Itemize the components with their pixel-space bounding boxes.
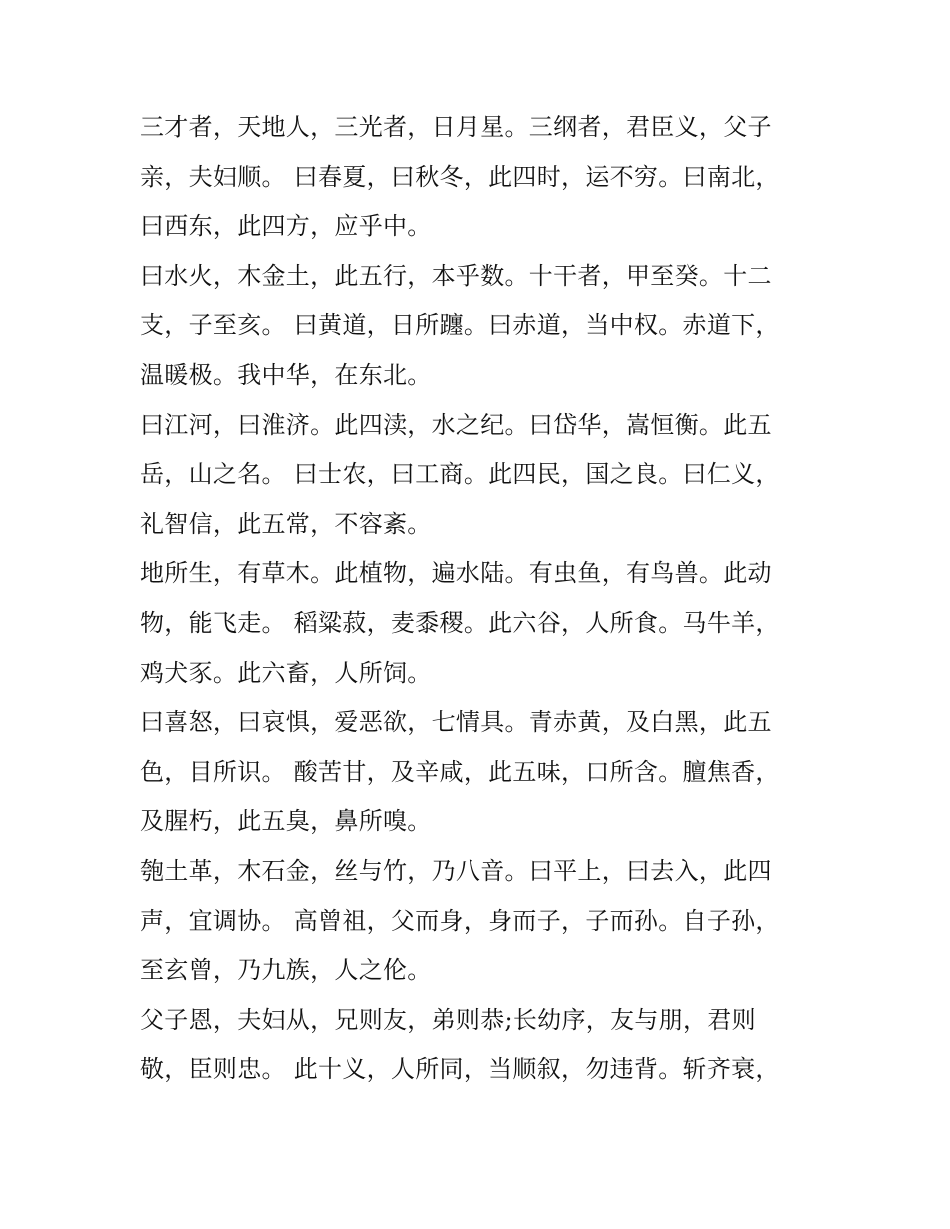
text-line: 匏土革，木石金，丝与竹，乃八音。曰平上，曰去入，此四 [140,856,772,885]
text-line: 及腥朽，此五臭，鼻所嗅。 [140,807,432,836]
text-line: 温暖极。我中华，在东北。 [140,360,432,389]
text-line: 曰喜怒，曰哀惧，爱恶欲，七情具。青赤黄，及白黑，此五 [140,708,772,737]
text-line: 曰水火，木金土，此五行，本乎数。十干者，甲至癸。十二 [140,261,772,290]
text-line: 支，子至亥。 曰黄道，日所躔。曰赤道，当中权。赤道下， [140,311,780,340]
body-text [140,108,820,1100]
text-line: 礼智信，此五常，不容紊。 [140,509,432,538]
text-line: 曰西东，此四方，应乎中。 [140,212,432,241]
text-line: 物，能飞走。 稻粱菽，麦黍稷。此六谷，人所食。马牛羊， [140,608,780,637]
text-line: 色，目所识。 酸苦甘，及辛咸，此五味，口所含。膻焦香， [140,757,780,786]
text-line: 敬，臣则忠。 此十义，人所同，当顺叙，勿违背。斩齐衰， [140,1055,780,1084]
text-line: 岳，山之名。 曰士农，曰工商。此四民，国之良。曰仁义， [140,460,780,489]
text-line: 亲，夫妇顺。 曰春夏，曰秋冬，此四时，运不穷。曰南北， [140,162,780,191]
text-line: 三才者，天地人，三光者，日月星。三纲者，君臣义，父子 [140,113,772,141]
text-line: 父子恩，夫妇从，兄则友，弟则恭;长幼序，友与朋，君则 [140,1005,756,1034]
text-line: 声，宜调协。 高曾祖，父而身，身而子，子而孙。自子孙， [140,906,780,935]
text-line: 鸡犬豕。此六畜，人所饲。 [140,658,432,687]
text-line: 至玄曾，乃九族，人之伦。 [140,956,432,985]
text-line: 地所生，有草木。此植物，遍水陆。有虫鱼，有鸟兽。此动 [140,559,772,588]
text-line: 曰江河，曰淮济。此四渎，水之纪。曰岱华，嵩恒衡。此五 [140,410,772,439]
